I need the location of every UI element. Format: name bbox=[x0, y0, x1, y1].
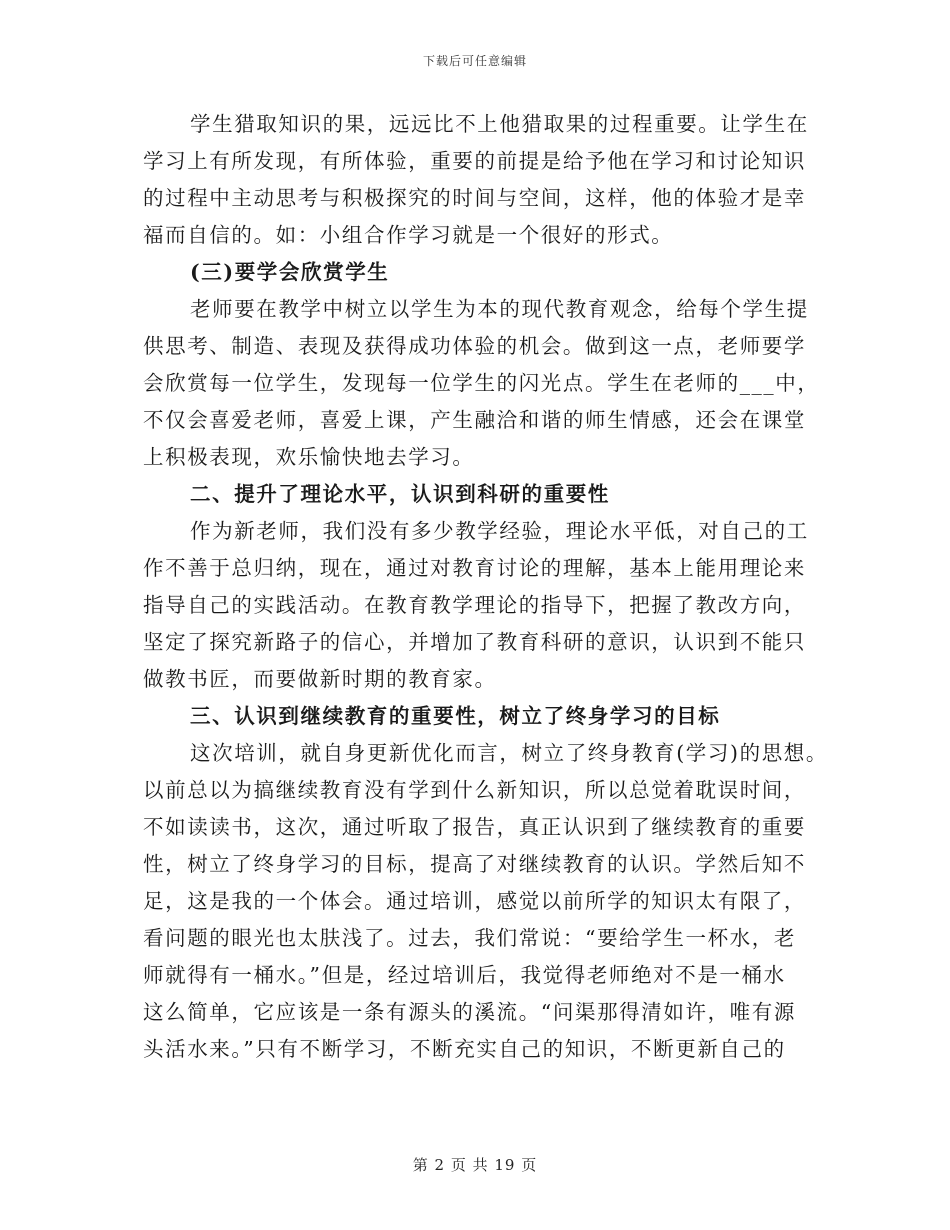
paragraph-line: 师就得有一桶水。”但是，经过培训后，我觉得老师绝对不是一桶水 bbox=[143, 963, 786, 987]
paragraph-line: 不仅会喜爱老师，喜爱上课，产生融洽和谐的师生情感，还会在课堂 bbox=[143, 408, 806, 432]
paragraph-line: 指导自己的实践活动。在教育教学理论的指导下，把握了教改方向， bbox=[143, 593, 806, 617]
paragraph-line: 性，树立了终身学习的目标，提高了对继续教育的认识。学然后知不 bbox=[143, 852, 806, 876]
paragraph-line: 学习上有所发现，有所体验，重要的前提是给予他在学习和讨论知识 bbox=[143, 149, 806, 173]
paragraph-line: 头活水来。”只有不断学习，不断充实自己的知识，不断更新自己的 bbox=[143, 1037, 786, 1061]
paragraph-line: 这么简单，它应该是一条有源头的溪流。“问渠那得清如许，唯有源 bbox=[143, 1000, 796, 1024]
paragraph-line: 看问题的眼光也太肤浅了。过去，我们常说：“要给学生一杯水，老 bbox=[143, 926, 796, 950]
paragraph-line: 老师要在教学中树立以学生为本的现代教育观念，给每个学生提 bbox=[190, 297, 809, 321]
paragraph-line: 作为新老师，我们没有多少教学经验，理论水平低，对自己的工 bbox=[190, 519, 809, 543]
section-heading: (三)要学会欣赏学生 bbox=[190, 260, 390, 284]
paragraph-line: 作不善于总归纳，现在，通过对教育讨论的理解，基本上能用理论来 bbox=[143, 556, 806, 580]
section-heading: 二、提升了理论水平，认识到科研的重要性 bbox=[190, 482, 610, 506]
paragraph-line: 供思考、制造、表现及获得成功体验的机会。做到这一点，老师要学 bbox=[143, 334, 806, 358]
paragraph-line: 的过程中主动思考与积极探究的时间与空间，这样，他的体验才是幸 bbox=[143, 186, 806, 210]
section-heading: 三、认识到继续教育的重要性，树立了终身学习的目标 bbox=[190, 704, 721, 728]
paragraph-line: 不如读读书，这次，通过听取了报告，真正认识到了继续教育的重要 bbox=[143, 815, 806, 839]
paragraph-line: 福而自信的。如：小组合作学习就是一个很好的形式。 bbox=[143, 223, 674, 247]
paragraph-line: 足，这是我的一个体会。通过培训，感觉以前所学的知识太有限了， bbox=[143, 889, 806, 913]
paragraph-line: 做教书匠，而要做新时期的教育家。 bbox=[143, 667, 497, 691]
paragraph-line: 这次培训，就自身更新优化而言，树立了终身教育(学习)的思想。 bbox=[190, 741, 828, 765]
paragraph-line: 以前总以为搞继续教育没有学到什么新知识，所以总觉着耽误时间， bbox=[143, 778, 806, 802]
paragraph-line: 坚定了探究新路子的信心，并增加了教育科研的意识，认识到不能只 bbox=[143, 630, 806, 654]
paragraph-line: 上积极表现，欢乐愉快地去学习。 bbox=[143, 445, 475, 469]
page-header-note: 下载后可任意编辑 bbox=[422, 54, 527, 68]
paragraph-line: 学生猎取知识的果，远远比不上他猎取果的过程重要。让学生在 bbox=[190, 112, 809, 136]
page-number-footer: 第 2 页 共 19 页 bbox=[412, 1156, 538, 1174]
paragraph-line: 会欣赏每一位学生，发现每一位学生的闪光点。学生在老师的___中， bbox=[143, 371, 820, 395]
document-body bbox=[143, 106, 828, 1068]
